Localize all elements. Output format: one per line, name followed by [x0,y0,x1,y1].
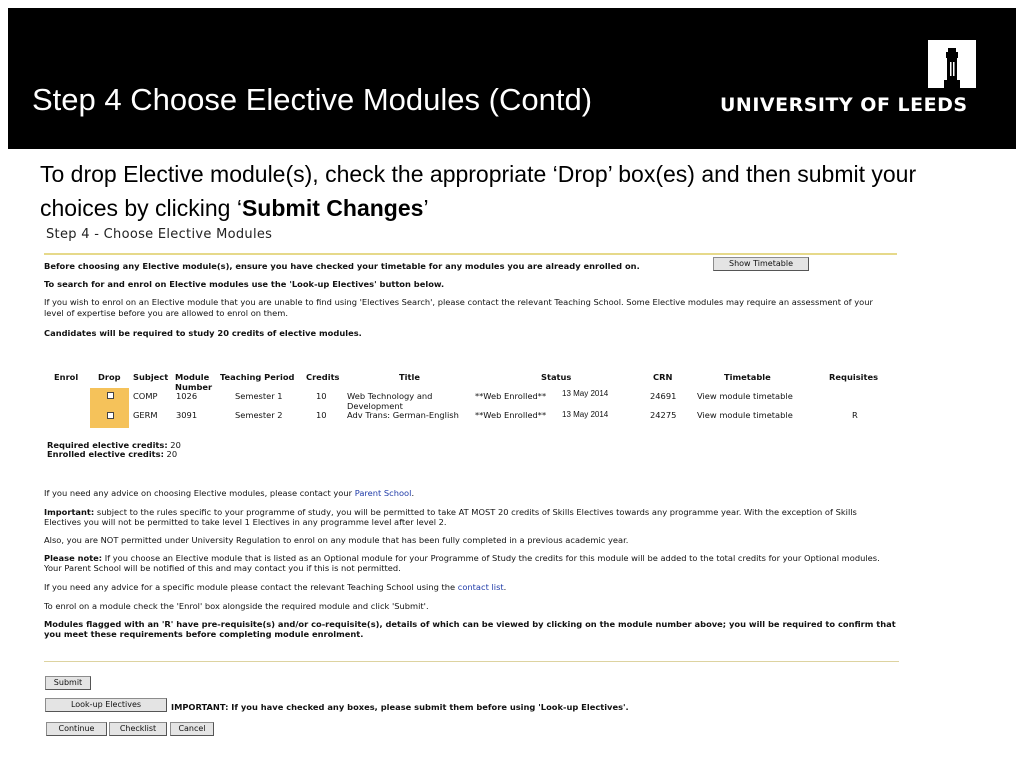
column-header-crn: CRN [653,372,673,382]
checklist-button[interactable]: Checklist [109,722,167,736]
also-text: Also, you are NOT permitted under University Regulation to enrol on any module that has been fully completed in a previous academic year. [44,535,629,545]
page-heading: Step 4 - Choose Elective Modules [46,227,273,242]
timetable-notice: Before choosing any Elective module(s), ensure you have checked your timetable for any modules you are already enrolled on. [44,261,640,271]
column-header-credits: Credits [306,372,340,382]
enrol-howto-text: To enrol on a module check the 'Enrol' box alongside the required module and click 'Submit'. [44,601,429,611]
please-note-text: Please note: If you choose an Elective module that is listed as an Optional module for your Programme of Study the credits for this module will be added to the total credits for your Optional modules. Your Parent School will be notified of this and may contact you if this is not permitted. [44,553,880,573]
row-2-credits: 10 [316,410,327,420]
bottom-divider [44,661,899,662]
row-1-enrol-date: 13 May 2014 [562,389,609,398]
drop-checkbox-germ-3091[interactable] [107,412,114,419]
continue-button[interactable]: Continue [46,722,107,736]
heading-divider [44,253,897,255]
credits-notice: Candidates will be required to study 20 credits of elective modules. [44,328,362,338]
lookup-warning: IMPORTANT: If you have checked any boxes, please submit them before using 'Look-up Electives'. [171,702,629,712]
row-1-credits: 10 [316,391,327,401]
column-header-title: Title [399,372,420,382]
row-1-status: **Web Enrolled** [475,391,547,401]
column-header-requisites: Requisites [829,372,879,382]
submit-button[interactable]: Submit [45,676,91,690]
column-header-teaching-period: Teaching Period [220,372,295,382]
tower-icon [928,40,976,88]
row-1-title: Web Technology and Development [347,391,433,411]
column-header-subject: Subject [133,372,169,382]
contact-list-link[interactable]: contact list [457,582,504,592]
row-2-title: Adv Trans: German-English [347,410,459,420]
search-help-text: If you wish to enrol on an Elective module that you are unable to find using 'Electives Search', please contact the relevant Teaching School. Some Elective modules may require an assessment of your level of expertise before you are allowed to enrol on them. [44,297,873,318]
row-2-view-timetable-link[interactable]: View module timetable [697,410,793,420]
search-notice: To search for and enrol on Elective modules use the 'Look-up Electives' button below. [44,279,445,289]
row-2-crn: 24275 [650,410,677,420]
column-header-timetable: Timetable [724,372,771,382]
row-2-module-number-link[interactable]: 3091 [176,410,198,420]
drop-checkbox-comp-1026[interactable] [107,392,114,399]
row-2-status: **Web Enrolled** [475,410,547,420]
row-2-enrol-date: 13 May 2014 [562,410,609,419]
column-header-enrol: Enrol [54,372,79,382]
specific-advice-text: If you need any advice for a specific module please contact the relevant Teaching School using the contact list. [44,582,507,592]
show-timetable-button[interactable]: Show Timetable [713,257,809,271]
row-2-subject: GERM [133,410,158,420]
row-1-crn: 24691 [650,391,677,401]
university-crest-logo [928,40,976,88]
column-header-module-number: Module Number [175,372,213,392]
row-2-teaching-period: Semester 2 [235,410,283,420]
row-1-module-number-link[interactable]: 1026 [176,391,198,401]
university-logo-text: UNIVERSITY OF LEEDS [720,94,968,116]
enrolled-credits: Enrolled elective credits: 20 [47,449,178,459]
required-credits: Required elective credits: 20 [47,440,181,450]
requisites-flag-notice: Modules flagged with an 'R' have pre-requisite(s) and/or co-requisite(s), details of which can be viewed by clicking on the module number above; you will be required to confirm that you meet these requirements before completing module enrolment. [44,619,896,639]
cancel-button[interactable]: Cancel [170,722,214,736]
column-header-status: Status [541,372,572,382]
row-1-teaching-period: Semester 1 [235,391,283,401]
important-text: Important: subject to the rules specific to your programme of study, you will be permitted to take AT MOST 20 credits of Skills Electives towards any programme year. With the exception of Skills Electives you will not be permitted to take level 1 Electives in any programme level after level 2. [44,507,857,527]
row-1-subject: COMP [133,391,158,401]
slide-header [8,8,1016,149]
submit-changes-emphasis: Submit Changes [241,195,424,221]
row-1-view-timetable-link[interactable]: View module timetable [697,391,793,401]
look-up-electives-button[interactable]: Look-up Electives [45,698,167,712]
slide-title: Step 4 Choose Elective Modules (Contd) [32,82,593,117]
parent-school-link[interactable]: Parent School [354,488,412,498]
advice-text: If you need any advice on choosing Elective modules, please contact your Parent School. [44,488,415,498]
instruction-text: To drop Elective module(s), check the appropriate ‘Drop’ box(es) and then submit your choices by clicking ‘Submit Changes’ [40,161,917,221]
row-2-requisites-flag[interactable]: R [852,410,858,420]
column-header-drop: Drop [98,372,121,382]
